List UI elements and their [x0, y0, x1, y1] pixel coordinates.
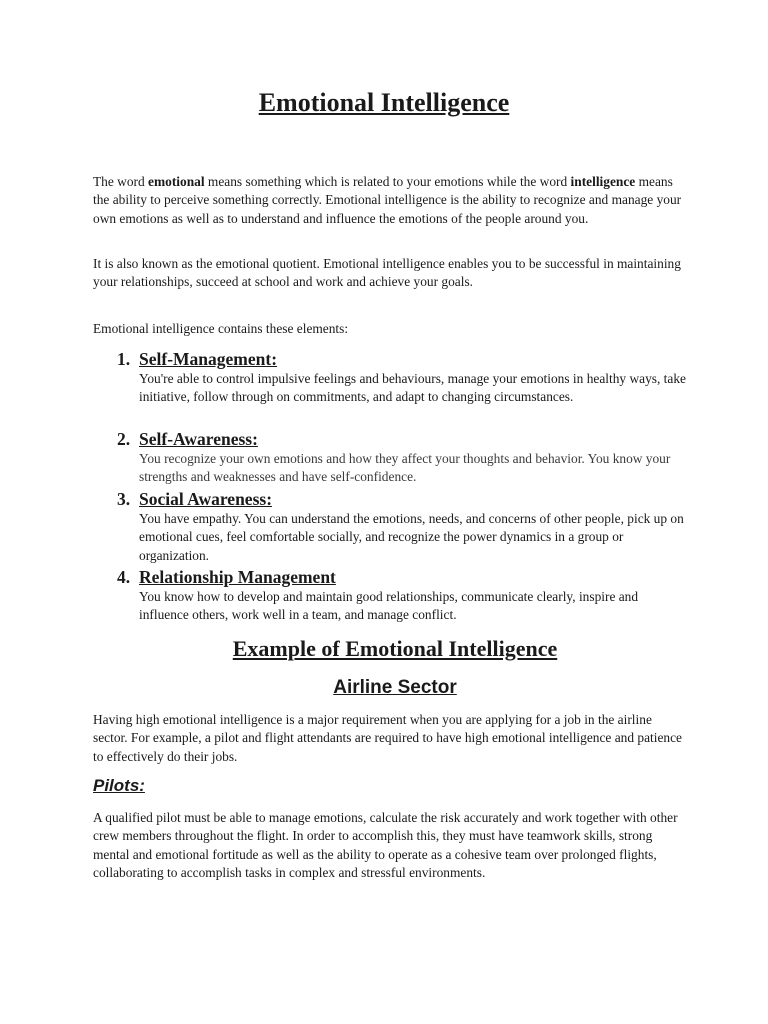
intro-text-3: means the ability to perceive something correctly. Emotional intelligence is the ability to recognize and manage your own emotions as well as to understand and influence the emotions of the people around you. [93, 174, 682, 226]
list-item-heading [117, 488, 687, 510]
airline-sector-heading: Airline Sector [333, 677, 457, 698]
list-number: 1. [117, 349, 131, 369]
pilots-heading: Pilots: [93, 776, 145, 795]
list-description: You recognize your own emotions and how they affect your thoughts and behavior. You know your strengths and weaknesses and have self-confidence. [139, 451, 671, 485]
list-number: 3. [117, 489, 131, 509]
list-item-social-awareness [117, 488, 687, 565]
document-title: Emotional Intelligence [258, 88, 510, 117]
list-label: Self-Management: [139, 349, 278, 369]
list-label: Social Awareness: [139, 489, 273, 509]
list-label: Self-Awareness: [139, 429, 258, 449]
intro-bold-emotional: emotional [148, 174, 205, 189]
list-item-heading [117, 348, 687, 370]
list-number: 4. [117, 567, 131, 587]
list-description: You're able to control impulsive feelings and behaviours, manage your emotions in healthy ways, take initiative, follow through on commitments, and adapt to changing circumstances. [139, 371, 686, 405]
list-description: You have empathy. You can understand the emotions, needs, and concerns of other people, pick up on emotional cues, feel comfortable socially, and recognize the power dynamics in a group or organization. [139, 511, 684, 563]
list-item-relationship-management [117, 566, 687, 625]
intro-text-2: means something which is related to your emotions while the word [204, 174, 571, 189]
list-item-heading [117, 566, 687, 588]
intro-text-1: The word [93, 174, 149, 189]
intro-paragraph-3: Emotional intelligence contains these elements: [93, 321, 349, 336]
intro-bold-intelligence: intelligence [570, 174, 636, 189]
intro-paragraph-1 [93, 173, 683, 228]
list-number: 2. [117, 429, 131, 449]
list-label: Relationship Management [139, 567, 336, 587]
intro-paragraph-2: It is also known as the emotional quotient. Emotional intelligence enables you to be successful in maintaining your relationships, succeed at school and work and achieve your goals. [93, 256, 681, 290]
pilots-paragraph: A qualified pilot must be able to manage emotions, calculate the risk accurately and work together with other crew members throughout the flight. In order to accomplish this, they must have teamwork skills, strong mental and emotional fortitude as well as the ability to operate as a cohesive team over prolonged flights, collaborating to accomplish tasks in complex and stressful environments. [93, 810, 678, 881]
list-description: You know how to develop and maintain good relationships, communicate clearly, inspire and influence others, work well in a team, and manage conflict. [139, 589, 639, 623]
list-item-heading [117, 428, 687, 450]
list-item-self-management [117, 348, 687, 407]
airline-paragraph: Having high emotional intelligence is a major requirement when you are applying for a job in the airline sector. For example, a pilot and flight attendants are required to have high emotional intelligence and patience to effectively do their jobs. [93, 712, 682, 764]
list-item-self-awareness [117, 428, 687, 487]
example-heading: Example of Emotional Intelligence [232, 636, 558, 661]
